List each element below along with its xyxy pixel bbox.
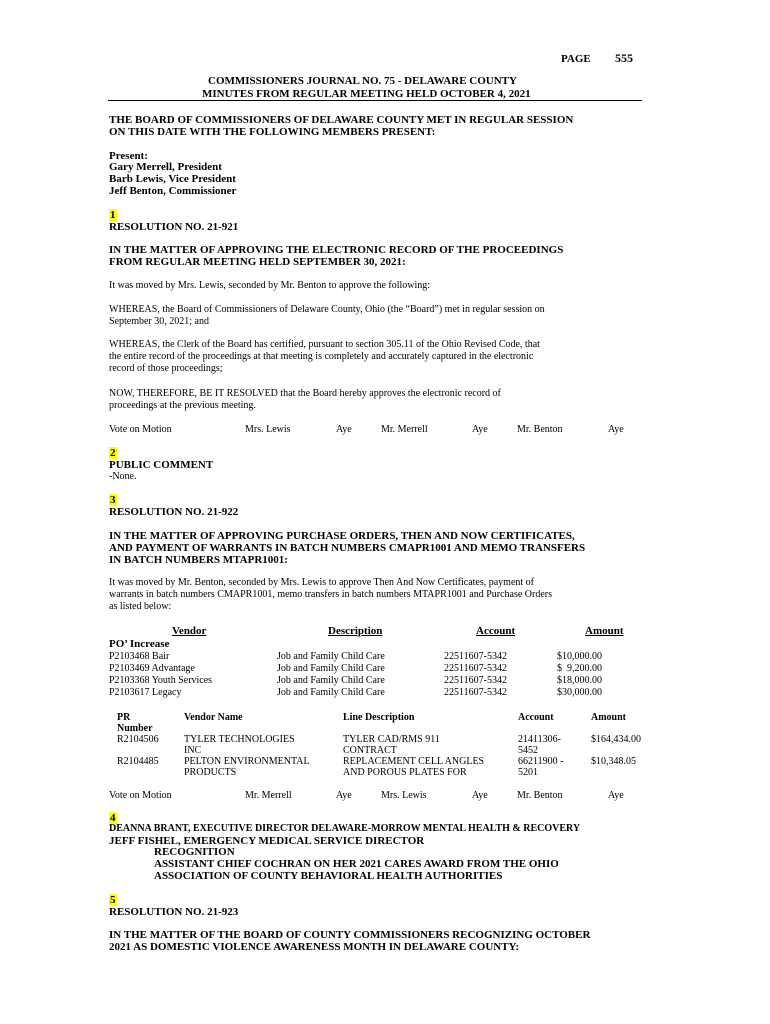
vote-result-1b: Aye (472, 424, 488, 435)
item4-line-1: DEANNA BRANT, EXECUTIVE DIRECTOR DELAWARE-MORROW MENTAL HEALTH & RECOVERY (109, 823, 581, 834)
resolution-923: RESOLUTION NO. 21-923 (109, 906, 239, 918)
page-label: PAGE (561, 53, 591, 65)
member-3: Jeff Benton, Commissioner (109, 185, 237, 197)
po-row-1-account: 22511607-5342 (444, 651, 507, 662)
member-2: Barb Lewis, Vice President (109, 173, 236, 185)
vote-member-3b: Mrs. Lewis (381, 790, 427, 801)
pr-row-2-number: R2104485 (117, 756, 159, 767)
item5-title-2: 2021 AS DOMESTIC VIOLENCE AWARENESS MONTH IN DELAWARE COUNTY: (109, 941, 520, 953)
item1-whereas2-l2: the entire record of the proceedings at that meeting is completely and accurately captured in the electronic (109, 351, 534, 362)
item1-moved: It was moved by Mrs. Lewis, seconded by Mr. Benton to approve the following: (109, 280, 431, 291)
item-number-1: 1 (110, 209, 116, 221)
pr-row-1-amount: $164,434.00 (591, 734, 641, 745)
item1-whereas2-l3: record of those proceedings; (109, 363, 223, 374)
item-number-5: 5 (110, 894, 116, 906)
item1-whereas1-l2: September 30, 2021; and (109, 316, 209, 327)
item3-moved-l3: as listed below: (109, 601, 172, 612)
po-row-2-account: 22511607-5342 (444, 663, 507, 674)
vote-member-3a: Mr. Merrell (245, 790, 292, 801)
intro-line-1: THE BOARD OF COMMISSIONERS OF DELAWARE COUNTY MET IN REGULAR SESSION (109, 114, 574, 126)
po-row-3-account: 22511607-5342 (444, 675, 507, 686)
item4-line-2: JEFF FISHEL, EMERGENCY MEDICAL SERVICE DIRECTOR (109, 835, 425, 847)
resolution-921: RESOLUTION NO. 21-921 (109, 221, 239, 233)
po-row-3-desc: Job and Family Child Care (277, 675, 385, 686)
vote-member-3c: Mr. Benton (517, 790, 563, 801)
item-number-4: 4 (110, 812, 116, 824)
journal-title: COMMISSIONERS JOURNAL NO. 75 - DELAWARE COUNTY (208, 75, 517, 87)
vote-result-1c: Aye (608, 424, 624, 435)
item3-title-3: IN BATCH NUMBERS MTAPR1001: (109, 554, 288, 566)
po-row-4-vendor: P2103617 Legacy (109, 687, 182, 698)
pr-header-amount: Amount (591, 712, 627, 723)
po-row-2-vendor: P2103469 Advantage (109, 663, 195, 674)
po-header-vendor: Vendor (172, 625, 207, 637)
po-row-3-amount: $18,000.00 (557, 675, 602, 686)
minutes-title: MINUTES FROM REGULAR MEETING HELD OCTOBER 4, 2021 (202, 88, 531, 100)
po-row-4-account: 22511607-5342 (444, 687, 507, 698)
resolution-922: RESOLUTION NO. 21-922 (109, 506, 239, 518)
item3-moved-l1: It was moved by Mr. Benton, seconded by Mrs. Lewis to approve Then And Now Certificates, payment of (109, 577, 535, 588)
po-row-1-desc: Job and Family Child Care (277, 651, 385, 662)
item4-line-3: RECOGNITION (154, 846, 235, 858)
vote-member-1a: Mrs. Lewis (245, 424, 291, 435)
pr-row-2-account-1: 66211900 - (518, 756, 564, 767)
pr-row-1-vendor-2: INC (184, 745, 202, 756)
pr-row-1-desc-2: CONTRACT (343, 745, 397, 756)
item1-whereas1-l1: WHEREAS, the Board of Commissioners of Delaware County, Ohio (the “Board”) met in regular session on (109, 304, 545, 315)
item3-title-1: IN THE MATTER OF APPROVING PURCHASE ORDERS, THEN AND NOW CERTIFICATES, (109, 530, 575, 542)
po-row-4-amount: $30,000.00 (557, 687, 602, 698)
vote-result-3c: Aye (608, 790, 624, 801)
po-row-4-desc: Job and Family Child Care (277, 687, 385, 698)
po-row-3-vendor: P2103368 Youth Services (109, 675, 213, 686)
vote-result-3b: Aye (472, 790, 488, 801)
po-row-1-vendor: P2103468 Bair (109, 651, 170, 662)
item-number-3: 3 (110, 494, 116, 506)
po-increase-label: PO’ Increase (109, 638, 170, 650)
pr-header-vendor: Vendor Name (184, 712, 243, 723)
header-rule (108, 100, 642, 101)
pr-row-1-account-1: 21411306- (518, 734, 561, 745)
item4-line-4: ASSISTANT CHIEF COCHRAN ON HER 2021 CARES AWARD FROM THE OHIO (154, 858, 559, 870)
pr-row-2-desc-1: REPLACEMENT CELL ANGLES (343, 756, 485, 767)
vote-result-3a: Aye (336, 790, 352, 801)
pr-row-1-desc-1: TYLER CAD/RMS 911 (343, 734, 440, 745)
intro-line-2: ON THIS DATE WITH THE FOLLOWING MEMBERS PRESENT: (109, 126, 436, 138)
po-header-account: Account (476, 625, 516, 637)
item1-title-2: FROM REGULAR MEETING HELD SEPTEMBER 30, 2021: (109, 256, 406, 268)
item4-line-5: ASSOCIATION OF COUNTY BEHAVIORAL HEALTH AUTHORITIES (154, 870, 503, 882)
item1-whereas2-l1: WHEREAS, the Clerk of the Board has certified, pursuant to section 305.11 of the Ohio Revised Code, that (109, 339, 540, 350)
pr-row-2-vendor-1: PELTON ENVIRONMENTAL (184, 756, 310, 767)
vote-label-3: Vote on Motion (109, 790, 172, 801)
po-header-description: Description (328, 625, 383, 637)
member-1: Gary Merrell, President (109, 161, 222, 173)
item-number-2: 2 (110, 447, 116, 459)
po-row-2-desc: Job and Family Child Care (277, 663, 385, 674)
present-label: Present: (109, 150, 148, 162)
po-row-1-amount: $10,000.00 (557, 651, 602, 662)
public-comment-title: PUBLIC COMMENT (109, 459, 214, 471)
item1-resolved-l1: NOW, THEREFORE, BE IT RESOLVED that the Board hereby approves the electronic record of (109, 388, 501, 399)
pr-row-1-vendor-1: TYLER TECHNOLOGIES (184, 734, 295, 745)
vote-member-1b: Mr. Merrell (381, 424, 428, 435)
pr-row-1-account-2: 5452 (518, 745, 538, 756)
pr-header-account: Account (518, 712, 554, 723)
item5-title-1: IN THE MATTER OF THE BOARD OF COUNTY COMMISSIONERS RECOGNIZING OCTOBER (109, 929, 591, 941)
vote-label-1: Vote on Motion (109, 424, 172, 435)
vote-result-1a: Aye (336, 424, 352, 435)
page-number: 555 (615, 51, 633, 65)
item3-title-2: AND PAYMENT OF WARRANTS IN BATCH NUMBERS CMAPR1001 AND MEMO TRANSFERS (109, 542, 586, 554)
vote-member-1c: Mr. Benton (517, 424, 563, 435)
item1-resolved-l2: proceedings at the previous meeting. (109, 400, 256, 411)
item3-moved-l2: warrants in batch numbers CMAPR1001, memo transfers in batch numbers MTAPR1001 and Purchase Orders (109, 589, 553, 600)
pr-row-2-amount: $10,348.05 (591, 756, 636, 767)
pr-header-pr: PR (117, 712, 131, 723)
pr-row-2-vendor-2: PRODUCTS (184, 767, 237, 778)
pr-row-2-account-2: 5201 (518, 767, 538, 778)
public-comment-body: -None. (109, 471, 137, 482)
pr-header-line-desc: Line Description (343, 712, 415, 723)
pr-header-number: Number (117, 723, 153, 734)
po-header-amount: Amount (585, 625, 624, 637)
item1-title-1: IN THE MATTER OF APPROVING THE ELECTRONIC RECORD OF THE PROCEEDINGS (109, 244, 564, 256)
pr-row-1-number: R2104506 (117, 734, 159, 745)
pr-row-2-desc-2: AND POROUS PLATES FOR (343, 767, 467, 778)
po-row-2-amount: $ 9,200.00 (557, 663, 602, 674)
